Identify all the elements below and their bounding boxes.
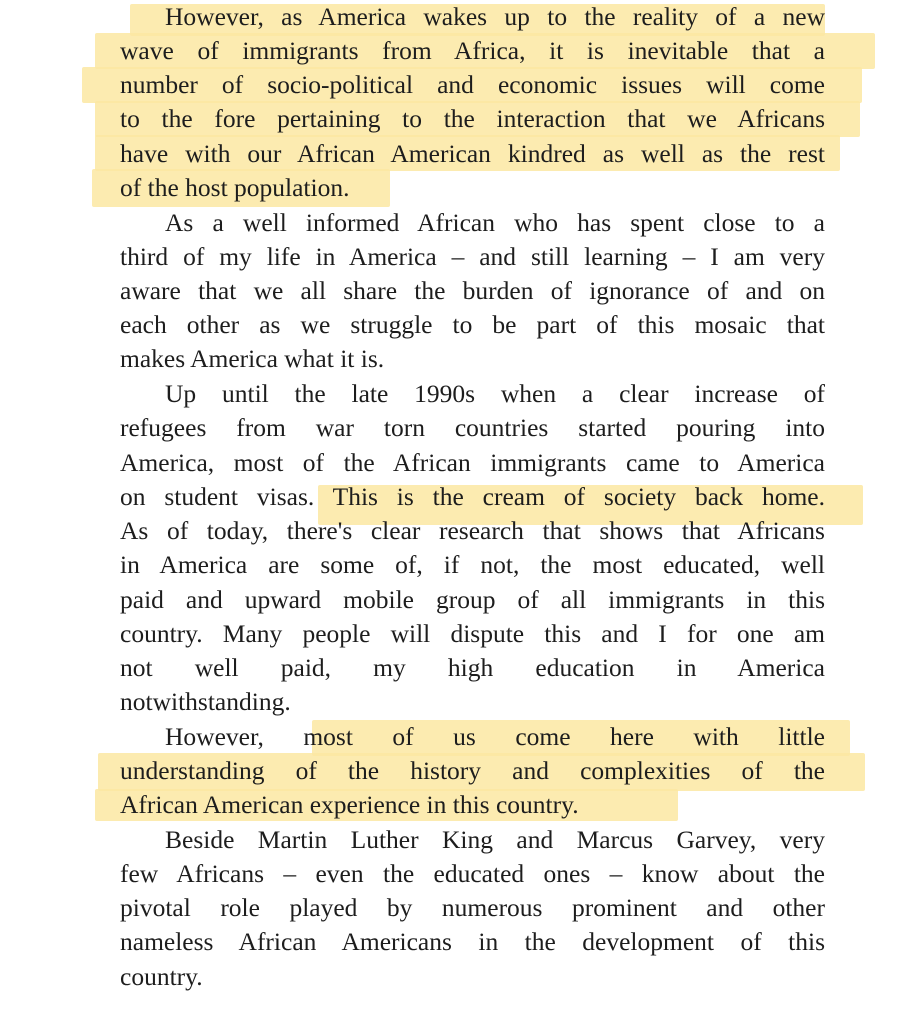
- text-line: paid and upward mobile group of all immigrants in this: [120, 585, 825, 614]
- text-line: few Africans – even the educated ones – know about the: [120, 859, 825, 888]
- text-line: understanding of the history and complexities of the: [120, 756, 825, 785]
- text-line: makes America what it is.: [120, 344, 385, 373]
- text-line: third of my life in America – and still learning – I am very: [120, 242, 825, 271]
- text-line: of the host population.: [120, 173, 350, 202]
- text-line: each other as we struggle to be part of this mosaic that: [120, 310, 825, 339]
- text-line: number of socio-political and economic issues will come: [120, 70, 825, 99]
- text-line: As of today, there's clear research that shows that Africans: [120, 516, 825, 545]
- text-line: America, most of the African immigrants came to America: [120, 448, 825, 477]
- text-line: have with our African American kindred as well as the rest: [120, 139, 825, 168]
- text-line: country. Many people will dispute this and I for one am: [120, 619, 825, 648]
- text-line: nameless African Americans in the development of this: [120, 927, 825, 956]
- text-line: Up until the late 1990s when a clear increase of: [165, 379, 825, 408]
- text-line: aware that we all share the burden of ignorance of and on: [120, 276, 825, 305]
- text-line: wave of immigrants from Africa, it is inevitable that a: [120, 36, 825, 65]
- text-line: However, most of us come here with little: [165, 722, 825, 751]
- text-line: As a well informed African who has spent close to a: [165, 208, 825, 237]
- text-line: notwithstanding.: [120, 687, 291, 716]
- text-line: African American experience in this country.: [120, 790, 579, 819]
- text-line: on student visas. This is the cream of society back home.: [120, 482, 825, 511]
- text-line: country.: [120, 962, 203, 991]
- text-line: pivotal role played by numerous prominent and other: [120, 893, 825, 922]
- text-line: in America are some of, if not, the most educated, well: [120, 550, 825, 579]
- text-line: not well paid, my high education in America: [120, 653, 825, 682]
- text-line: Beside Martin Luther King and Marcus Garvey, very: [165, 825, 825, 854]
- text-line: to the fore pertaining to the interaction that we Africans: [120, 104, 825, 133]
- text-line: However, as America wakes up to the reality of a new: [165, 2, 825, 31]
- text-line: refugees from war torn countries started pouring into: [120, 413, 825, 442]
